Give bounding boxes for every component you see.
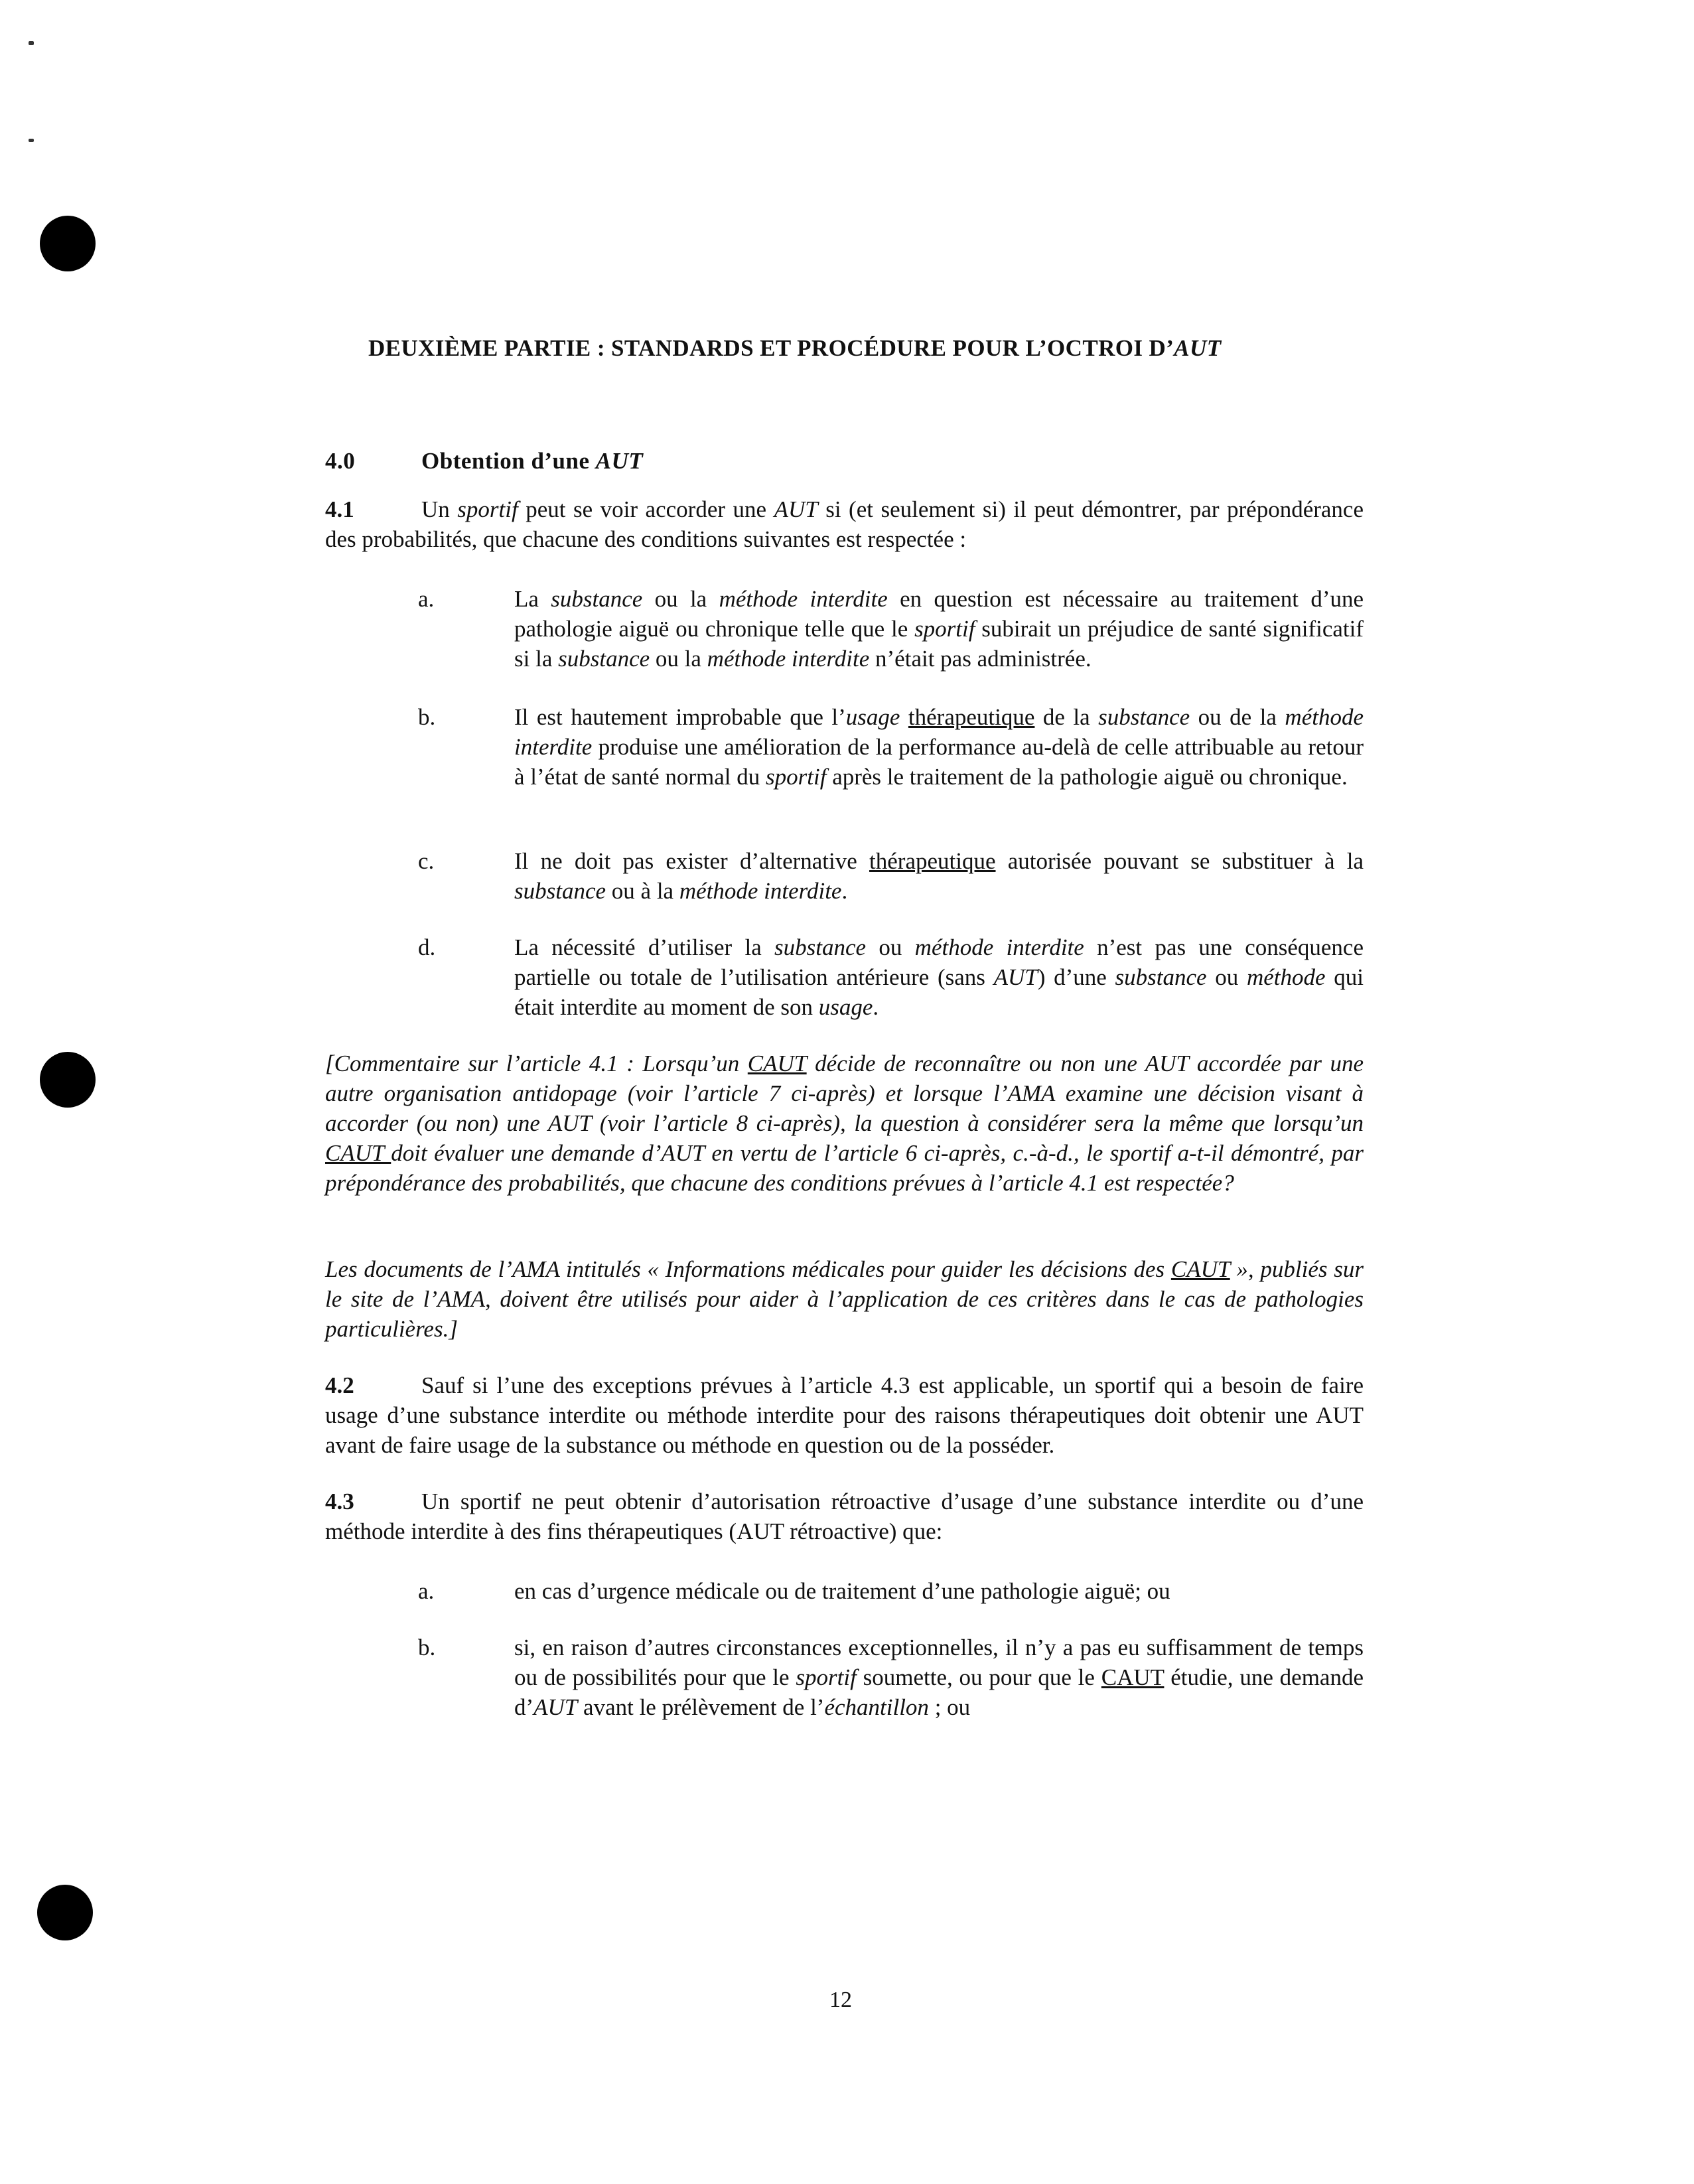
list-letter: b. [418,1635,436,1660]
list-item-text: Il ne doit pas exister d’alternative thérapeutique autorisée pouvant se substituer à la substance ou à la méthode interdite. [514,848,1364,904]
list-item-text: La substance ou la méthode interdite en question est nécessaire au traitement d’une pathologie aiguë ou chronique telle que le sportif subirait un préjudice de santé significatif si la substance ou la méthode interdite n’était pas administrée. [514,586,1364,672]
scan-speck [29,139,34,142]
list-letter: a. [418,1578,435,1604]
article-number: 4.2 [325,1372,354,1398]
list-item-text: si, en raison d’autres circonstances exceptionnelles, il n’y a pas eu suffisamment de temps ou de possibilités pour que le sportif soumette, ou pour que le CAUT étudie, une demande d’AUT avant le prélèvement de l’échantillon ; ou [514,1635,1364,1720]
commentary-article-4-1: [Commentaire sur l’article 4.1 : Lorsqu’un CAUT décide de reconnaître ou non une AUT accordée par une autre organisation antidopage (voir l’article 7 ci-après) et lorsque l’AMA examine une décision visant à accorder (ou non) une AUT (voir l’article 8 ci-après), la question à considérer sera la même que lorsqu’un CAUT doit évaluer une demande d’AUT en vertu de l’article 6 ci-après, c.-à-d., le sportif a-t-il démontré, par prépondérance des probabilités, que chacune des conditions prévues à l’article 4.1 est respectée? [325,1051,1364,1196]
punch-hole [40,216,96,271]
commentary-ama-documents: Les documents de l’AMA intitulés « Informations médicales pour guider les décisions des CAUT », publiés sur le site de l’AMA, doivent être utilisés pour aider à l’application de ces critères dans le cas de pathologies particulières.] [325,1256,1364,1342]
article-4-3: 4.3 Un sportif ne peut obtenir d’autorisation rétroactive d’usage d’une substance interdite ou d’une méthode interdite à des fins thérapeutiques (AUT rétroactive) que: [325,1487,1364,1546]
list-item-b [418,702,1364,825]
part-title: DEUXIÈME PARTIE : STANDARDS ET PROCÉDURE POUR L’OCTROI D’AUT [368,335,1222,361]
list-item-4-3-b [418,1633,1364,1725]
section-number: 4.0 [325,448,356,474]
article-number: 4.1 [325,496,354,522]
list-letter: b. [418,704,436,730]
page-number: 12 [829,1988,852,2012]
list-item-text: La nécessité d’utiliser la substance ou méthode interdite n’est pas une conséquence partielle ou totale de l’utilisation antérieure (sans AUT) d’une substance ou méthode qui était interdite au moment de son usage. [514,934,1364,1020]
list-item-d [418,932,1364,1025]
list-letter: d. [418,934,436,960]
list-letter: c. [418,848,435,874]
list-item-text: en cas d’urgence médicale ou de traitement d’une pathologie aiguë; ou [514,1578,1170,1604]
section-heading-4-0: 4.0 Obtention d’une AUT [325,448,644,474]
list-letter: a. [418,586,435,612]
article-number: 4.3 [325,1489,354,1514]
list-item-4-3-a [418,1576,1364,1609]
list-item-c [418,846,1364,909]
list-item-a [418,584,1364,677]
article-4-2: 4.2 Sauf si l’une des exceptions prévues à l’article 4.3 est applicable, un sportif qui a besoin de faire usage d’une substance interdite ou méthode interdite pour des raisons thérapeutiques doit obtenir une AUT avant de faire usage de la substance ou méthode en question ou de la posséder. [325,1370,1364,1460]
list-item-text: Il est hautement improbable que l’usage thérapeutique de la substance ou de la méthode interdite produise une amélioration de la performance au-delà de celle attribuable au retour à l’état de santé normal du sportif après le traitement de la pathologie aiguë ou chronique. [514,704,1364,790]
punch-hole [37,1885,93,1940]
punch-hole [40,1052,96,1108]
article-4-1: 4.1 Un sportif peut se voir accorder une AUT si (et seulement si) il peut démontrer, par prépondérance des probabilités, que chacune des conditions suivantes est respectée : [325,494,1364,554]
scan-speck [29,41,34,45]
